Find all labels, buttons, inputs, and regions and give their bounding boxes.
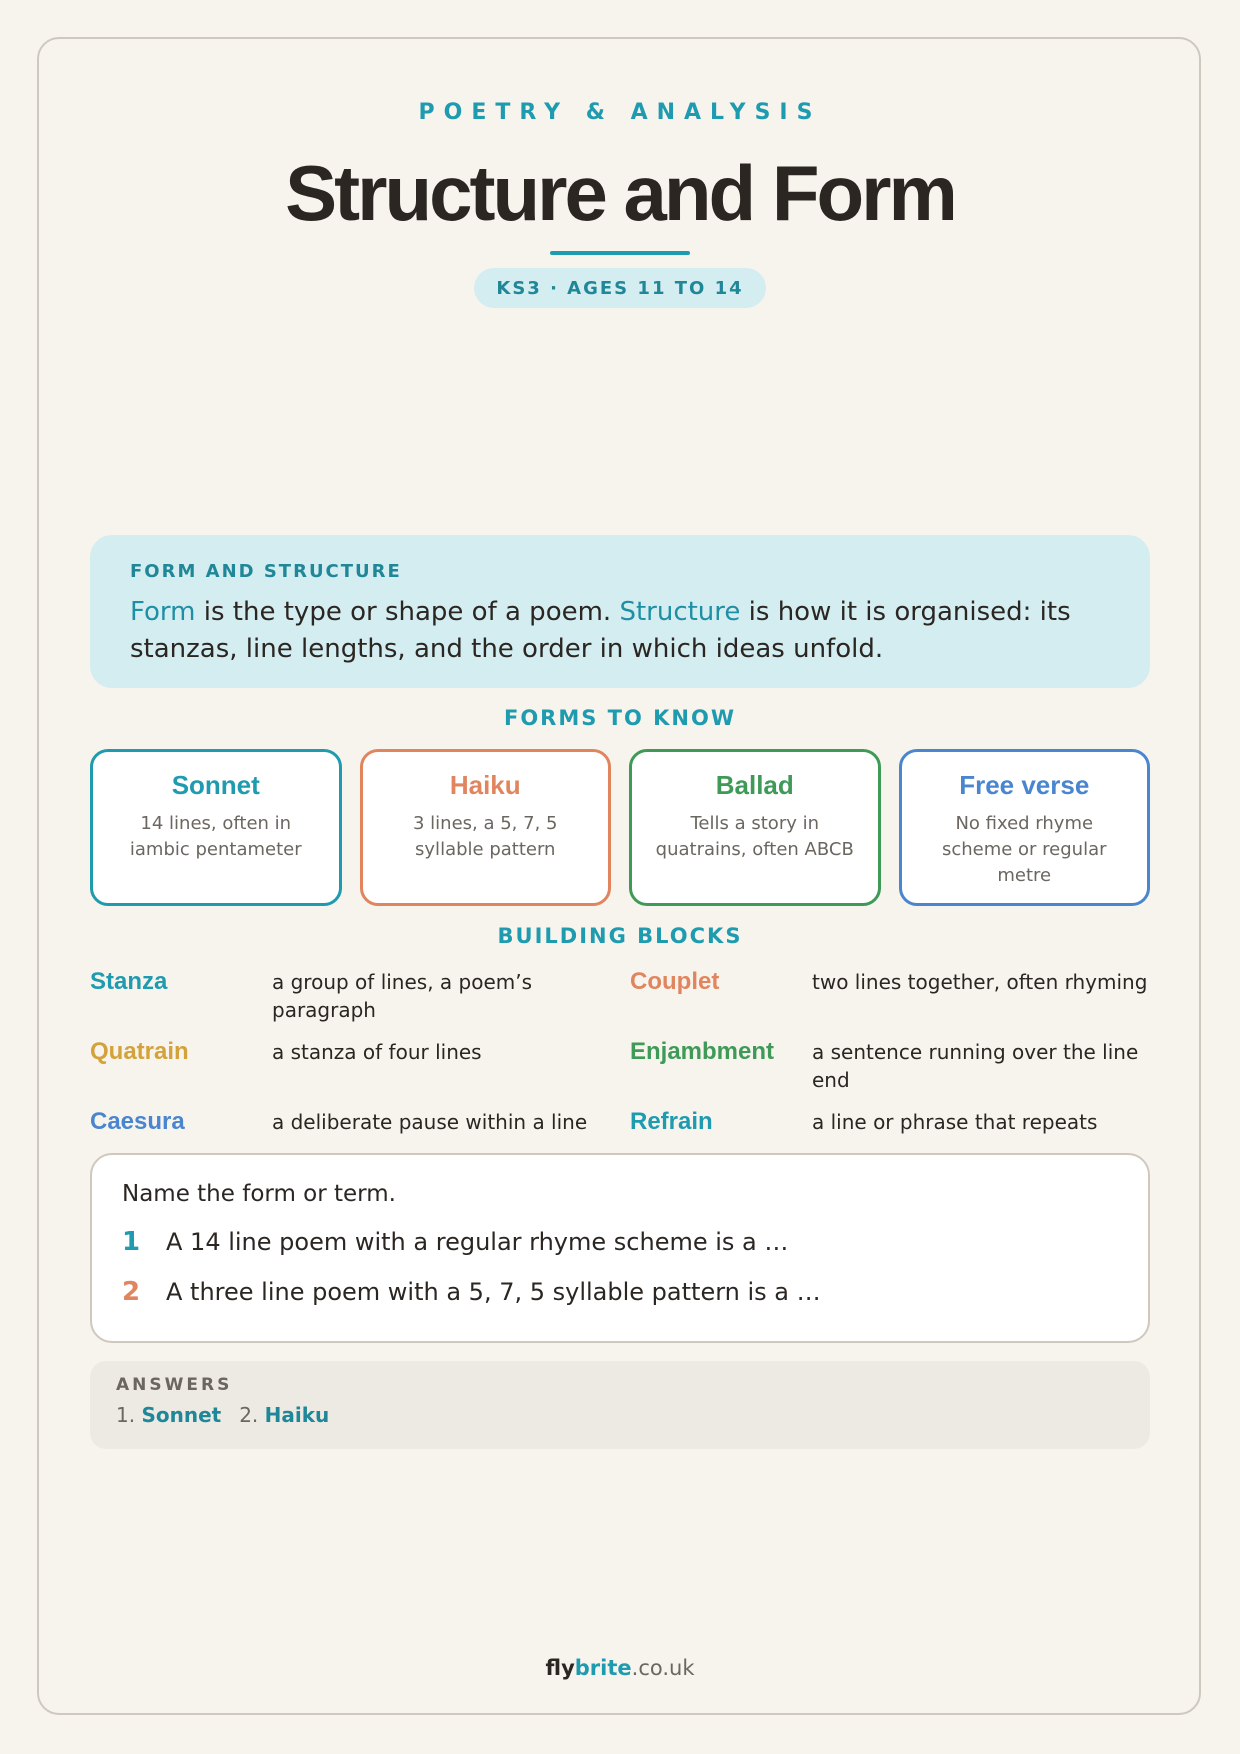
forms-heading: FORMS TO KNOW: [503, 706, 737, 730]
form-name: Haiku: [449, 770, 521, 800]
form-card-ballad: [629, 749, 881, 906]
blocks-row: [90, 1035, 1170, 1105]
block-def: two lines together, often rhyming: [812, 970, 1148, 994]
form-name: Sonnet: [171, 770, 260, 800]
form-name: Free verse: [959, 770, 1090, 800]
block-item: [90, 1035, 630, 1105]
eyebrow: POETRY & ANALYSIS: [418, 100, 822, 125]
answers-box: [90, 1361, 1150, 1449]
footer-brand: [0, 1656, 1240, 1680]
block-item: [630, 1035, 1170, 1105]
block-item: [630, 965, 1170, 1035]
form-card-sonnet: [90, 749, 342, 906]
block-term: Refrain: [630, 1108, 713, 1135]
blocks-row: [90, 965, 1170, 1035]
block-term: Caesura: [90, 1108, 185, 1135]
form-desc: Tells a story in quatrains, often ABCB: [655, 813, 854, 860]
form-name: Ballad: [715, 770, 794, 800]
form-desc: 14 lines, often in iambic pentameter: [129, 813, 302, 860]
block-term: Enjambment: [630, 1038, 775, 1065]
block-term: Quatrain: [90, 1038, 189, 1065]
quiz-question: [122, 1227, 1118, 1257]
block-term: Stanza: [90, 968, 168, 995]
definition-label: FORM AND STRUCTURE: [130, 561, 402, 582]
forms-grid: [90, 749, 1150, 906]
definition-box: [90, 535, 1150, 688]
answers-line: [116, 1403, 1124, 1427]
question-number: 2: [122, 1277, 141, 1307]
quiz-prompt: Name the form or term.: [122, 1181, 396, 1207]
title-underline: [550, 251, 690, 255]
quiz-question: [122, 1277, 1118, 1307]
answer-number: 1.: [116, 1403, 136, 1427]
brand-fly: fly: [545, 1656, 575, 1680]
block-item: [90, 965, 630, 1035]
form-card-free-verse: [899, 749, 1151, 906]
page-title: Structure and Form: [285, 149, 955, 237]
blocks-heading: BUILDING BLOCKS: [497, 924, 743, 948]
block-def: a deliberate pause within a line: [272, 1110, 588, 1134]
answer-value: Haiku: [264, 1403, 330, 1427]
form-card-haiku: [360, 749, 612, 906]
answer-value: Sonnet: [141, 1403, 222, 1427]
block-def: a sentence running over the line end: [812, 1040, 1139, 1092]
form-word: Form: [130, 597, 196, 627]
question-text: A 14 line poem with a regular rhyme scheme is a …: [166, 1228, 789, 1256]
block-term: Couplet: [630, 968, 720, 995]
block-def: a line or phrase that repeats: [812, 1110, 1098, 1134]
form-desc: 3 lines, a 5, 7, 5 syllable pattern: [413, 813, 558, 860]
definition-part1: is the type or shape of a poem.: [195, 597, 620, 627]
brand-brite: brite: [574, 1656, 632, 1680]
block-def: a group of lines, a poem’s paragraph: [272, 970, 533, 1022]
answer-number: 2.: [239, 1403, 259, 1427]
form-desc: No fixed rhyme scheme or regular metre: [941, 813, 1107, 886]
answers-label: ANSWERS: [116, 1375, 233, 1395]
building-blocks-list: [90, 965, 1170, 1175]
brand-domain: .co.uk: [631, 1656, 695, 1680]
structure-word: Structure: [619, 597, 741, 627]
definition-part2: is how it is organised: its stanzas, line lengths, and the order in which ideas unfold.: [130, 597, 1071, 664]
question-number: 1: [122, 1227, 141, 1257]
block-def: a stanza of four lines: [272, 1040, 482, 1064]
quiz-box: [90, 1153, 1150, 1343]
definition-text: [130, 594, 1110, 668]
question-text: A three line poem with a 5, 7, 5 syllable pattern is a …: [166, 1278, 821, 1306]
level-badge: KS3 · AGES 11 TO 14: [474, 268, 766, 308]
